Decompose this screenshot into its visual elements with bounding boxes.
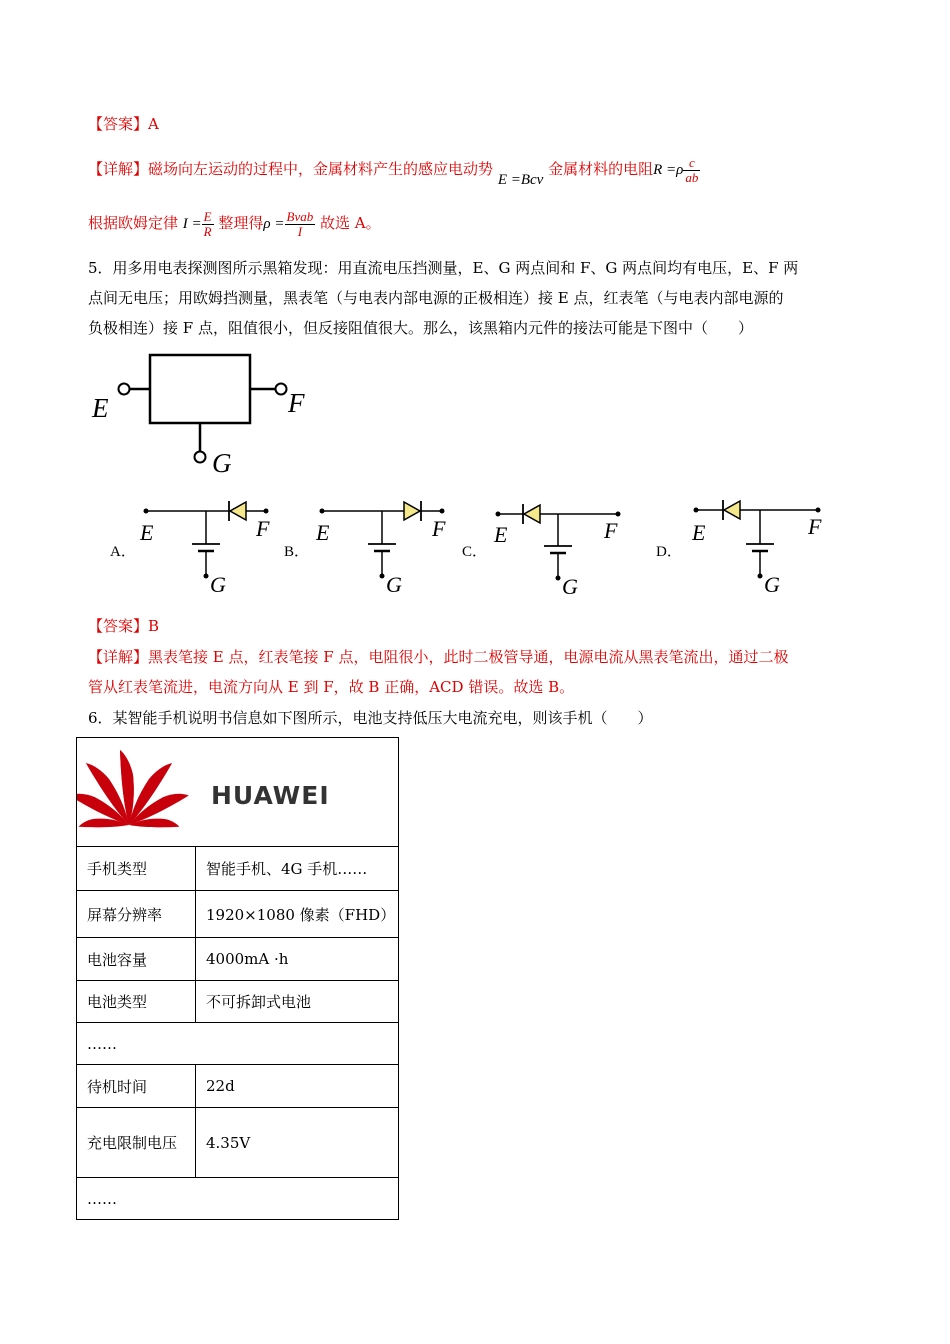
resistance-fraction (683, 156, 700, 185)
row-value: 4.35V (196, 1108, 399, 1178)
row-value: 智能手机、4G 手机…… (196, 847, 399, 891)
q5-detail-line-2: 管从红表笔流进，电流方向从 E 到 F，故 B 正确，ACD 错误。故选 B。 (88, 678, 575, 696)
option-b-label: B． (284, 544, 310, 560)
row-value: 不可拆卸式电池 (196, 981, 399, 1023)
row-label: 待机时间 (77, 1065, 196, 1108)
row-label: 电池容量 (77, 938, 196, 981)
diode-symbol (230, 502, 246, 520)
q4-detail-line-2 (88, 204, 381, 243)
option-c-circuit (484, 496, 634, 596)
huawei-logo-icon (77, 738, 397, 842)
label-e: E (316, 520, 330, 545)
diode-symbol (724, 501, 740, 519)
q5-line-3: 负极相连）接 F 点，阻值很小，但反接阻值很大。那么，该黑箱内元件的接法可能是下图中（ ） (88, 319, 753, 337)
resistance-lhs: R =ρ (653, 162, 684, 178)
label-g: G (764, 572, 780, 594)
fraction-numerator: Bvab (286, 208, 314, 224)
label-g: G (212, 448, 232, 478)
q5-answer (88, 616, 159, 636)
option-b-circuit (308, 496, 458, 596)
label-f: F (808, 514, 822, 539)
row-ellipsis: …… (77, 1023, 399, 1065)
q5-line-1: 5．用多用电表探测图所示黑箱发现：用直流电压挡测量，E、G 两点间和 F、G 两点间均有电压，E、F 两 (88, 259, 799, 277)
answer-value: A (148, 115, 159, 133)
rho-fraction (285, 210, 316, 239)
table-row (77, 981, 399, 1023)
black-box (150, 355, 250, 423)
q5-detail-line-1 (88, 647, 788, 667)
table-row (77, 1023, 399, 1065)
fraction-denominator: I (297, 223, 303, 239)
table-row (77, 847, 399, 891)
row-label: 电池类型 (77, 981, 196, 1023)
detail-tag: 【详解】 (88, 160, 149, 178)
answer-tag: 【答案】 (88, 115, 149, 133)
fraction-numerator: E (203, 208, 212, 224)
terminal-e (119, 384, 130, 395)
row-label: 屏幕分辨率 (77, 891, 196, 938)
label-g: G (210, 572, 226, 596)
detail-text: 磁场向左运动的过程中，金属材料产生的感应电动势 (148, 160, 494, 178)
table-row (77, 1178, 399, 1220)
answer-value: B (148, 617, 160, 635)
emf-formula: E =Bcv (497, 172, 544, 188)
table-row (77, 1065, 399, 1108)
detail-text: 故选 A。 (320, 214, 381, 232)
brand-name: HUAWEI (211, 781, 330, 810)
label-g: G (386, 572, 402, 596)
q5-line-2: 点间无电压；用欧姆挡测量，黑表笔（与电表内部电源的正极相连）接 E 点，红表笔（与电表内部电源的 (88, 289, 784, 307)
diode-symbol (524, 505, 540, 523)
fraction-denominator: ab (685, 169, 699, 185)
label-e: E (692, 520, 706, 545)
terminal-g (195, 452, 206, 463)
row-label: 充电限制电压 (77, 1108, 196, 1178)
label-f: F (604, 518, 618, 543)
label-f: F (256, 516, 270, 541)
spec-table (76, 737, 399, 1220)
row-value: 4000mA ·h (196, 938, 399, 981)
option-d-circuit (682, 494, 832, 594)
ohm-fraction (202, 210, 214, 239)
table-row (77, 938, 399, 981)
row-value: 22d (196, 1065, 399, 1108)
option-a-label: A． (110, 544, 136, 560)
terminal-f (276, 384, 287, 395)
row-label: 手机类型 (77, 847, 196, 891)
option-a-circuit (132, 496, 282, 596)
label-f: F (288, 388, 305, 418)
table-row (77, 1108, 399, 1178)
label-e: E (92, 393, 109, 423)
q6-question: 6．某智能手机说明书信息如下图所示，电池支持低压大电流充电，则该手机（ ） (88, 709, 653, 727)
option-d-label: D． (656, 544, 682, 560)
detail-tag: 【详解】 (88, 648, 149, 666)
label-g: G (562, 574, 578, 596)
detail-text: 黑表笔接 E 点，红表笔接 F 点，电阻很小，此时二极管导通，电源电流从黑表笔流出，通过二极 (148, 648, 789, 666)
detail-text: 金属材料的电阻 (548, 160, 654, 178)
black-box-diagram (88, 350, 328, 480)
q4-answer (88, 114, 159, 134)
table-row (77, 891, 399, 938)
label-e: E (140, 520, 154, 545)
label-f: F (432, 516, 446, 541)
fraction-denominator: R (203, 223, 212, 239)
label-e: E (494, 522, 508, 547)
row-ellipsis: …… (77, 1178, 399, 1220)
ohm-lhs: I = (182, 216, 202, 232)
fraction-numerator: c (683, 156, 700, 171)
detail-text: 整理得 (218, 214, 264, 232)
logo-row (77, 738, 399, 847)
diode-symbol (404, 502, 420, 520)
row-value: 1920×1080 像素（FHD） (196, 891, 399, 938)
answer-tag: 【答案】 (88, 617, 149, 635)
rho-lhs: ρ = (263, 216, 285, 232)
q4-detail-line-1 (88, 150, 700, 189)
logo-cell (77, 738, 399, 847)
detail-text: 根据欧姆定律 (88, 214, 179, 232)
option-c-label: C． (462, 544, 488, 560)
